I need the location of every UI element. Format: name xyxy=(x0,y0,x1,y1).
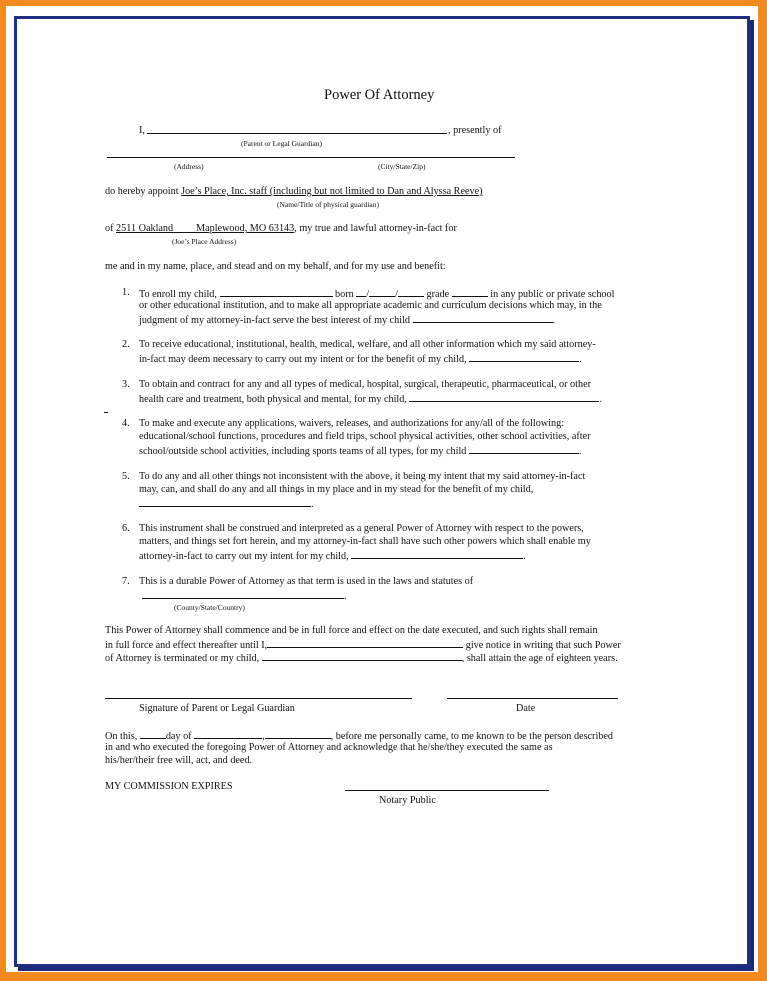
item-5-line-1: To do any and all other things not inconsistent with the above, it being my intent that my said attorney-in-fact xyxy=(139,471,586,482)
notary-month-field[interactable] xyxy=(194,728,262,739)
item-1-line-1: To enroll my child, born / / grade in any public or private school xyxy=(139,286,614,301)
guardian-name-field[interactable] xyxy=(267,637,463,648)
document-title: Power Of Attorney xyxy=(324,87,435,103)
appoint-text xyxy=(105,185,483,198)
address-suffix: , my true and lawful attorney-in-fact for xyxy=(294,223,457,234)
notary-line-1: On this, day of , , before me personally came, to me known to be the person described xyxy=(105,728,613,743)
presently-of-text: , presently of xyxy=(448,125,502,136)
item-6-child-field[interactable] xyxy=(351,548,523,559)
item-1-line-2: or other educational institution, and to make all appropriate academic and curriculum decisions which may, in the xyxy=(139,300,602,311)
date-caption: Date xyxy=(516,703,536,714)
item-7-number: 7. xyxy=(122,576,130,587)
item-4-line-1: To make and execute any applications, waivers, releases, and authorizations for any/all of the following: xyxy=(139,418,565,429)
item-2-child-field[interactable] xyxy=(469,351,579,362)
item-6-line-1: This instrument shall be construed and interpreted as a general Power of Attorney with respect to the powers, xyxy=(139,523,584,534)
item-3-number: 3. xyxy=(122,379,130,390)
item-2-line-1: To receive educational, institutional, health, medical, welfare, and all other information which my said attorney- xyxy=(139,339,596,350)
birth-month-field[interactable] xyxy=(356,286,366,297)
notary-year-field[interactable] xyxy=(265,728,331,739)
item-3-line-1: To obtain and contract for any and all types of medical, hospital, surgical, therapeutic, pharmaceutical, or other xyxy=(139,379,591,390)
city-caption: (City/State/Zip) xyxy=(378,162,426,171)
address-field[interactable] xyxy=(107,157,515,158)
child-name-field[interactable] xyxy=(220,286,333,297)
notary-line-3: his/her/their free will, act, and deed. xyxy=(105,755,253,766)
stray-mark xyxy=(104,412,108,413)
appointee-address-text xyxy=(105,222,457,235)
item-4-number: 4. xyxy=(122,418,130,429)
signature-date-field[interactable] xyxy=(447,698,618,699)
county-state-country-field[interactable] xyxy=(142,588,344,599)
item-1-number: 1. xyxy=(122,287,130,298)
item-5-line-2: may, can, and shall do any and all things in my place and in my stead for the benefit of my child, xyxy=(139,484,534,495)
address-caption: (Address) xyxy=(174,162,204,171)
birth-year-field[interactable] xyxy=(398,286,424,297)
i-label: I, xyxy=(139,125,145,136)
grade-field[interactable] xyxy=(452,286,488,297)
child-name-age-field[interactable] xyxy=(262,650,462,661)
item-6-number: 6. xyxy=(122,523,130,534)
item-3-child-field[interactable] xyxy=(409,391,599,402)
notary-line-2: in and who executed the foregoing Power of Attorney and acknowledge that he/she/they executed the same as xyxy=(105,742,553,753)
commission-expires-label: MY COMMISSION EXPIRES xyxy=(105,781,233,792)
item-4-line-3: school/outside school activities, including sports teams of all types, for my child . xyxy=(139,443,581,458)
notary-public-caption: Notary Public xyxy=(379,795,436,806)
duration-line-3: of Attorney is terminated or my child, , shall attain the age of eighteen years. xyxy=(105,650,618,665)
duration-line-2: in full force and effect thereafter until I, give notice in writing that such Power xyxy=(105,637,621,652)
appointee-name: Joe’s Place, Inc. staff (including but not limited to Dan and Alyssa Reeve) xyxy=(181,186,483,197)
item-7-line-1: This is a durable Power of Attorney as that term is used in the laws and statutes of xyxy=(139,576,474,587)
item-1-child-field[interactable] xyxy=(413,312,553,323)
item-7-line-2: . xyxy=(142,588,347,603)
parent-signature-field[interactable] xyxy=(105,698,412,699)
of-label: of xyxy=(105,223,114,234)
county-caption: (County/State/Country) xyxy=(174,603,245,612)
notary-day-field[interactable] xyxy=(140,728,166,739)
notary-signature-field[interactable] xyxy=(345,790,549,791)
item-5-number: 5. xyxy=(122,471,130,482)
parent-name-field[interactable] xyxy=(147,133,447,134)
appoint-prefix: do hereby appoint xyxy=(105,186,179,197)
duration-line-1: This Power of Attorney shall commence and be in full force and effect on the date executed, and such rights shall remain xyxy=(105,625,598,636)
address-street: 2511 Oakland Maplewood, MO 63143 xyxy=(116,223,295,234)
item-5-line-3: . xyxy=(139,496,314,511)
item-6-line-3: attorney-in-fact to carry out my intent for my child, . xyxy=(139,548,526,563)
item-4-line-2: educational/school functions, procedures and field trips, school physical activities, other school activities, after xyxy=(139,431,591,442)
joes-address-caption: (Joe’s Place Address) xyxy=(172,237,237,246)
item-2-number: 2. xyxy=(122,339,130,350)
behalf-text: me and in my name, place, and stead and on my behalf, and for my use and benefit: xyxy=(105,261,446,272)
item-2-line-2: in-fact may deem necessary to carry out my intent or for the benefit of my child, . xyxy=(139,351,582,366)
item-4-child-field[interactable] xyxy=(469,443,579,454)
item-6-line-2: matters, and things set fort herein, and my attorney-in-fact shall have such other powers which shall enable my xyxy=(139,536,591,547)
signature-caption: Signature of Parent or Legal Guardian xyxy=(139,703,295,714)
appointee-caption: (Name/Title of physical guardian) xyxy=(277,200,379,209)
item-1-line-3: judgment of my attorney-in-fact serve the best interest of my child . xyxy=(139,312,555,327)
item-5-child-field[interactable] xyxy=(139,496,311,507)
birth-day-field[interactable] xyxy=(369,286,395,297)
parent-caption: (Parent or Legal Guardian) xyxy=(241,139,323,148)
item-3-line-2: health care and treatment, both physical and mental, for my child, . xyxy=(139,391,602,406)
